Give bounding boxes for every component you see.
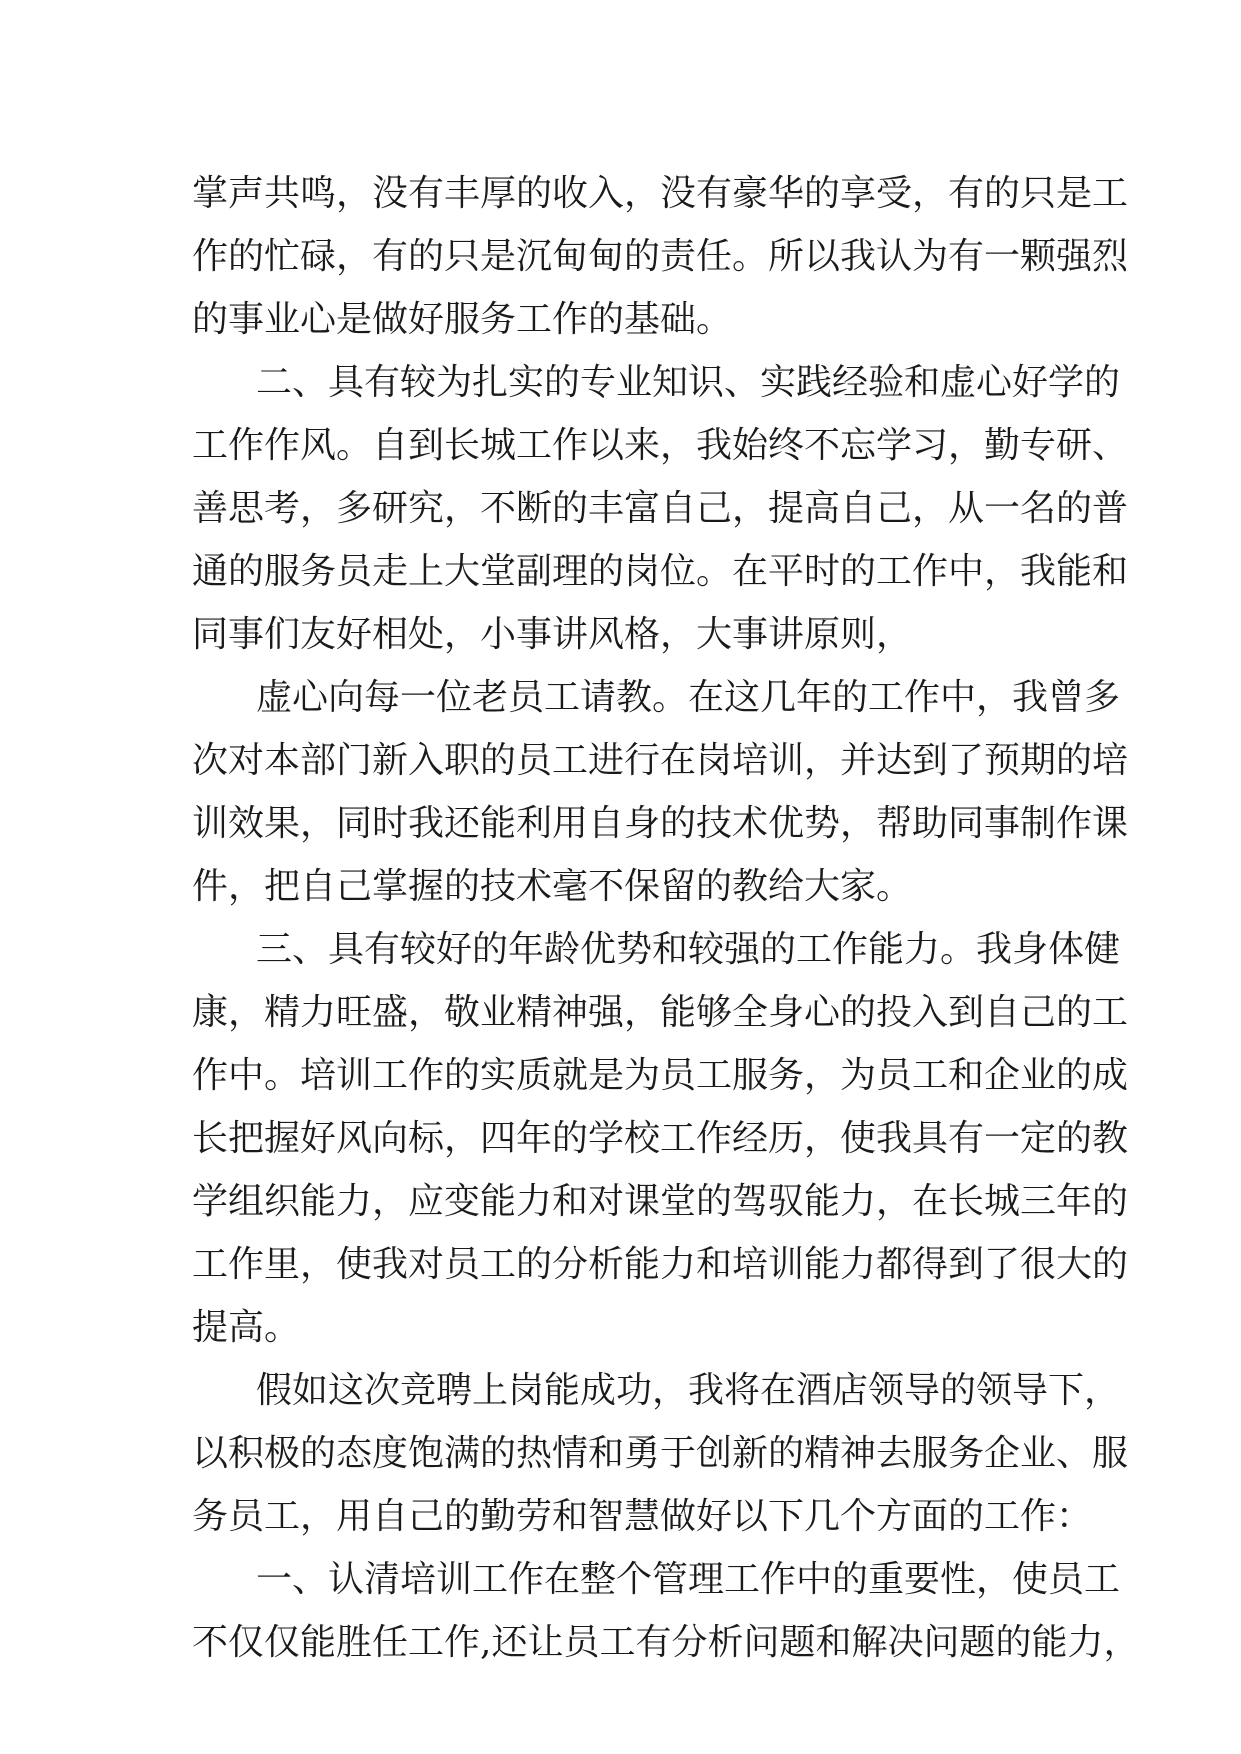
text-line: 以积极的态度饱满的热情和勇于创新的精神去服务企业、服	[192, 1433, 1129, 1474]
text-line: 长把握好风向标，四年的学校工作经历，使我具有一定的教	[192, 1118, 1129, 1159]
text-line: 康，精力旺盛，敬业精神强，能够全身心的投入到自己的工	[192, 992, 1129, 1033]
text-line: 学组织能力，应变能力和对课堂的驾驭能力，在长城三年的	[192, 1181, 1129, 1222]
text-line: 务员工，用自己的勤劳和智慧做好以下几个方面的工作：	[192, 1496, 1093, 1537]
document-body	[192, 162, 1140, 1674]
text-line: 工作作风。自到长城工作以来，我始终不忘学习，勤专研、	[192, 425, 1129, 466]
text-line: 一、认清培训工作在整个管理工作中的重要性，使员工	[256, 1559, 1121, 1600]
text-line: 提高。	[192, 1307, 301, 1348]
text-line: 件，把自己掌握的技术毫不保留的教给大家。	[192, 866, 913, 907]
text-line: 训效果，同时我还能利用自身的技术优势，帮助同事制作课	[192, 803, 1129, 844]
text-line: 不仅仅能胜任工作,还让员工有分析问题和解决问题的能力，	[192, 1622, 1140, 1663]
text-line: 通的服务员走上大堂副理的岗位。在平时的工作中，我能和	[192, 551, 1129, 592]
text-line: 二、具有较为扎实的专业知识、实践经验和虚心好学的	[256, 362, 1121, 403]
text-line: 工作里，使我对员工的分析能力和培训能力都得到了很大的	[192, 1244, 1129, 1285]
text-line: 同事们友好相处，小事讲风格，大事讲原则，	[192, 614, 913, 655]
text-line: 掌声共鸣，没有丰厚的收入，没有豪华的享受，有的只是工	[192, 173, 1129, 214]
text-line: 三、具有较好的年龄优势和较强的工作能力。我身体健	[256, 929, 1121, 970]
text-line: 善思考，多研究，不断的丰富自己，提高自己，从一名的普	[192, 488, 1129, 529]
text-line: 的事业心是做好服务工作的基础。	[192, 299, 733, 340]
text-line: 次对本部门新入职的员工进行在岗培训，并达到了预期的培	[192, 740, 1129, 781]
text-line: 虚心向每一位老员工请教。在这几年的工作中，我曾多	[256, 677, 1121, 718]
text-line: 作中。培训工作的实质就是为员工服务，为员工和企业的成	[192, 1055, 1129, 1096]
text-line: 假如这次竞聘上岗能成功，我将在酒店领导的领导下，	[256, 1370, 1121, 1411]
text-line: 作的忙碌，有的只是沉甸甸的责任。所以我认为有一颗强烈	[192, 236, 1129, 277]
